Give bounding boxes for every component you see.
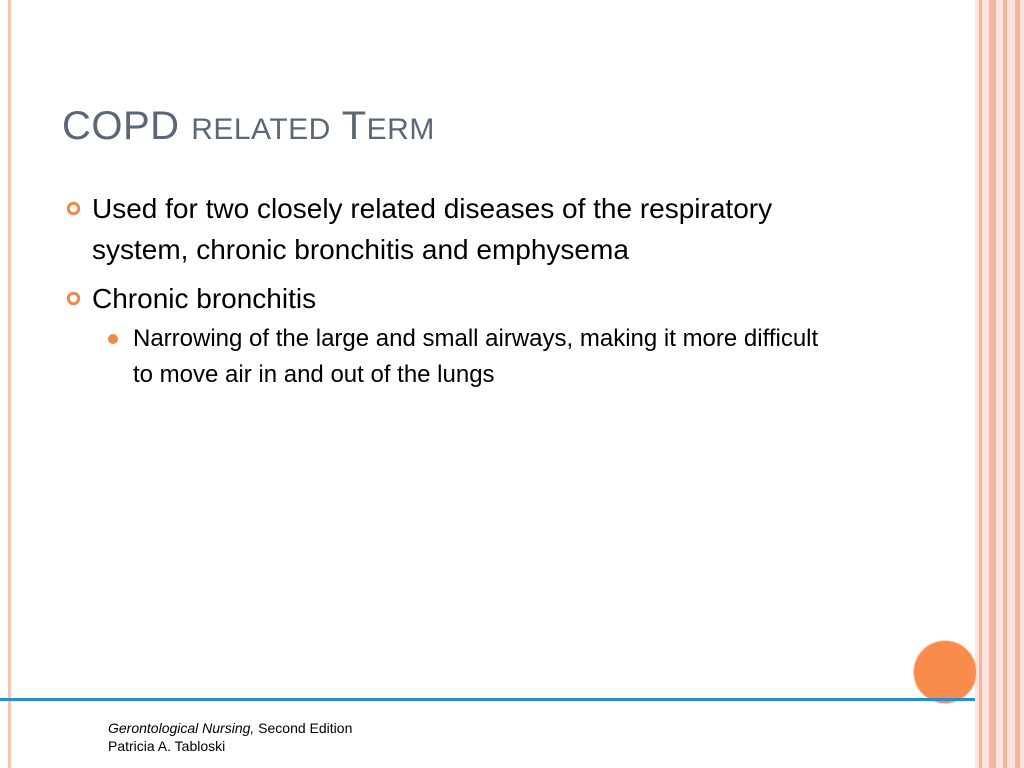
title-cap-2: T bbox=[341, 104, 367, 148]
frame-stripe bbox=[1003, 0, 1007, 768]
bullet-item bbox=[60, 278, 820, 319]
footer-author: Patricia A. Tabloski bbox=[108, 738, 226, 754]
frame-left-border bbox=[8, 0, 11, 768]
footer-line-1 bbox=[108, 719, 352, 737]
sub-bullet-item bbox=[60, 321, 820, 393]
title-space bbox=[331, 104, 342, 148]
circled-ring-bullet-icon bbox=[66, 201, 81, 216]
circled-ring-bullet-icon bbox=[66, 291, 81, 306]
frame-stripe bbox=[979, 0, 982, 768]
title-smallcaps-1: RELATED bbox=[191, 113, 331, 146]
bullet-item bbox=[60, 188, 820, 270]
book-edition: Second Edition bbox=[254, 720, 353, 736]
footer-citation bbox=[108, 719, 352, 755]
footer-divider-line bbox=[0, 698, 975, 701]
slide-title bbox=[62, 104, 435, 149]
bullet-text: Used for two closely related diseases of the respiratory system, chronic bronchitis and emphysema bbox=[92, 193, 773, 265]
sub-bullet-text: Narrowing of the large and small airways, making it more difficult to move air in and out of the lungs bbox=[133, 325, 819, 388]
decorative-orange-circle bbox=[913, 640, 977, 704]
frame-stripe bbox=[1015, 0, 1020, 768]
book-title: Gerontological Nursing, bbox=[108, 720, 255, 736]
title-main: COPD bbox=[62, 104, 192, 148]
slide-content bbox=[60, 188, 820, 393]
bullet-text: Chronic bronchitis bbox=[92, 283, 317, 314]
frame-stripe bbox=[989, 0, 996, 768]
filled-dot-bullet-icon bbox=[108, 334, 118, 344]
title-smallcaps-2: ERM bbox=[366, 113, 435, 146]
